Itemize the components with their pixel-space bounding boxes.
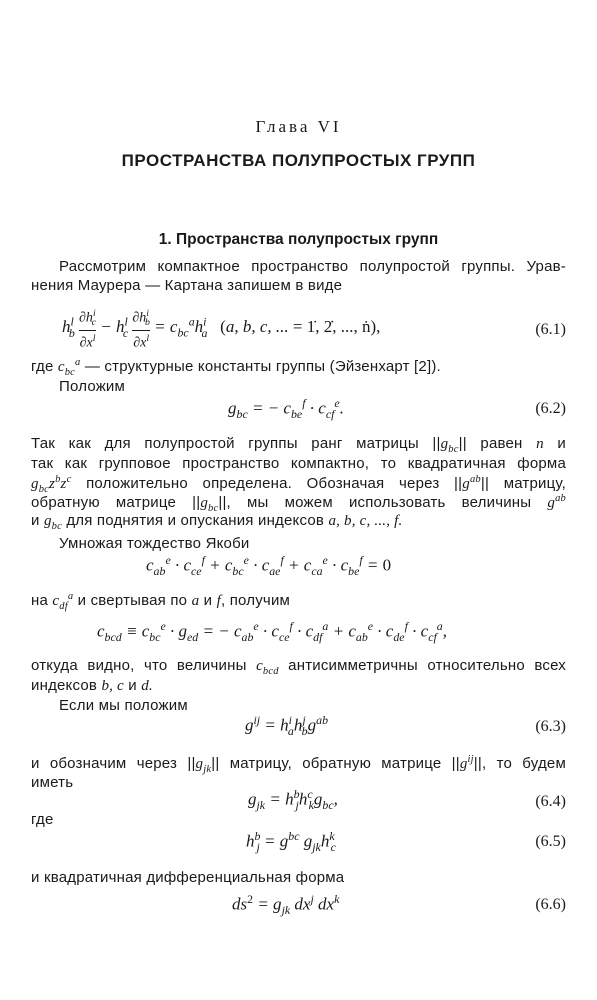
paragraph-line: обратную матрице $||g_{bc}||$, мы можем использовать величины $g^{ab}$ [31, 493, 566, 514]
equation-6-3: $g^{ij} = h^i_ah^j_bg^{ab}$ [245, 713, 329, 739]
equation-number: (6.5) [535, 833, 566, 850]
section-title: 1. Пространства полупростых групп [158, 231, 439, 248]
equation-number: (6.3) [535, 718, 566, 735]
paragraph-line: откуда видно, что величины $c_{bcd}$ антисимметричны относительно всех [31, 657, 566, 677]
paragraph-line: нения Маурера — Картана запишем в виде [31, 277, 343, 294]
paragraph-line: и обозначим через $||g_{jk}||$ матрицу, обратную матрице $||g^{ij}||$, то будем [31, 754, 566, 775]
paragraph-line: Положим [59, 378, 126, 395]
paragraph-line: $g_{bc}z^bz^c$ положительно определена. Обозначая через $||g^{ab}||$ матрицу, [31, 474, 566, 495]
paragraph-line: на $c_{df}^a$ и свертывая по a и f, получим [31, 591, 291, 612]
paragraph-line: где $c_{bc}^a$ — структурные константы группы (Эйзенхарт [2]). [31, 357, 441, 378]
equation-6-2: $g_{bc}$ = − $c_{be}^f \cdot c_{cf}^e$. [228, 396, 344, 422]
paragraph-line: индексов b, c и d. [31, 677, 153, 694]
equation-number: (6.2) [535, 400, 566, 417]
paragraph-line: где [31, 811, 54, 828]
equation-6-5: $h^b_j = g^{bc}$ $g_{jk}h^k_c$ [246, 829, 336, 855]
equation-6-4: $g_{jk} = h^b_jh^c_kg_{bc}$, [248, 787, 338, 813]
equation-6-1 [62, 306, 380, 351]
equation-number: (6.4) [535, 793, 566, 810]
chapter-label: Глава VI [255, 117, 342, 136]
equation-6-6: $ds^2 = g_{jk}$ $dx^j$ $dx^k$ [232, 892, 340, 918]
jacobi-identity: $c_{ab}^e \cdot c_{ce}^f + c_{bc}^e \cdot c_{ae}^f + c_{ca}^e \cdot c_{be}^f = 0$ [146, 553, 392, 579]
chapter-title: ПРОСТРАНСТВА ПОЛУПРОСТЫХ ГРУПП [121, 151, 476, 170]
paragraph-line: и $g_{bc}$ для поднятия и опускания индексов a, b, c, ..., f. [31, 512, 403, 532]
paragraph-line: иметь [31, 774, 74, 791]
paragraph-line: Рассмотрим компактное пространство полупростой группы. Урав- [59, 258, 566, 275]
equation-cbcd: $c_{bcd} \equiv c_{bc}^e \cdot g_{ed}$ = − $c_{ab}^e \cdot c_{ce}^f \cdot c_{df}^a + c_{ab}^e \cdot c_{de}^f \cdot c_{cf}^a$, [97, 619, 447, 645]
equation-body: $h^l_b$ $\partial h^i_c$ $\partial x^l$ − $h^l_c$ $\partial h^i_b$ $\partial x^l$ = $c_{bc}^ah^i_a$ (a, b, c, ... = 1̇, 2̇, ..., ṅ), [62, 308, 381, 352]
paragraph-line: Умножая тождество Якоби [59, 535, 250, 552]
equation-number: (6.1) [535, 321, 566, 338]
paragraph-line: так как групповое пространство компактно, то квадратичная форма [31, 455, 566, 472]
equation-number: (6.6) [535, 896, 566, 913]
paragraph-line: Если мы положим [59, 697, 188, 714]
paragraph-line: Так как для полупростой группы ранг матрицы $||g_{bc}||$ равен n и [31, 435, 566, 455]
paragraph-line: и квадратичная дифференциальная форма [31, 869, 345, 886]
